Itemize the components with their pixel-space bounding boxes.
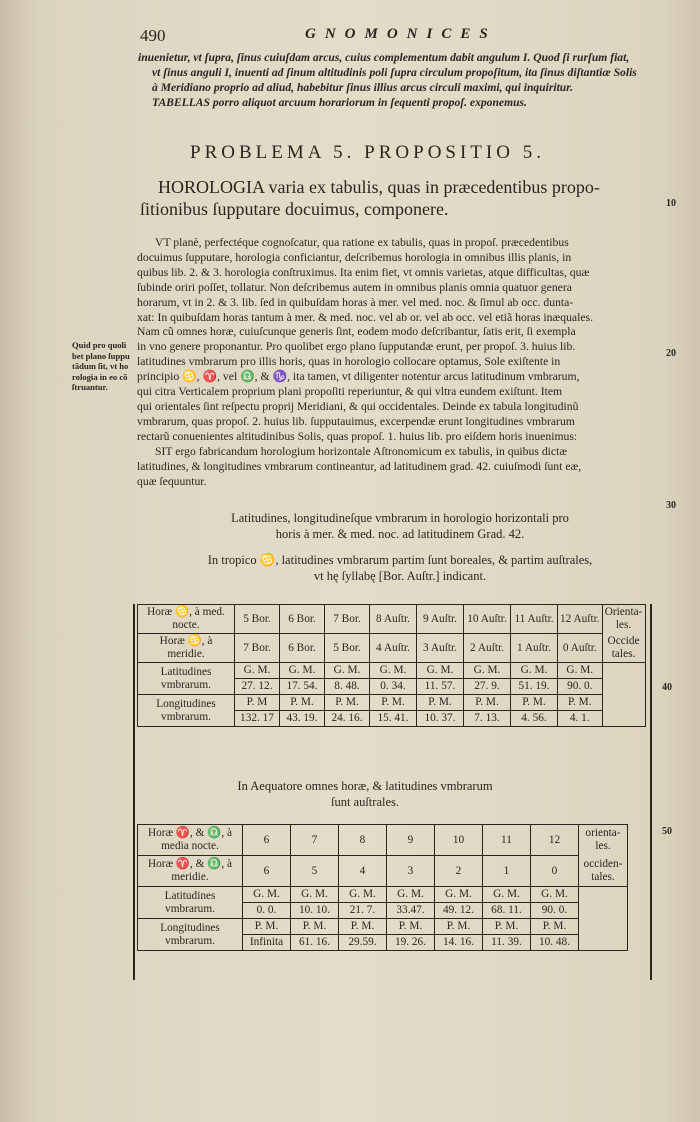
table-cell: 21. 7.	[339, 903, 387, 919]
table-cell: G. M.	[558, 663, 603, 679]
margin-line: ſtruantur.	[72, 382, 108, 392]
text-line: xat: In quibuſdam horas tantum à mer. & med. noc. vel ab or. vel ab occ. vel etiã horas inæquales.	[137, 310, 594, 324]
table-cell: 0 Auſtr.	[558, 634, 603, 663]
table-cell: P. M.	[387, 919, 435, 935]
table-cell: 0. 0.	[243, 903, 291, 919]
table-cell: 7 Bor.	[325, 605, 370, 634]
table-cell: 11. 39.	[483, 935, 531, 951]
table-cell: 29.59.	[339, 935, 387, 951]
text-line: rectarũ conuenientes altitudinibus Solis, quas propoſ. 1. huius lib. pro eiſdem horis inuenimus:	[137, 429, 578, 443]
table-cell: 4	[339, 856, 387, 887]
table-cell: P. M	[235, 695, 280, 711]
caption-line: vt hę ſyllabę [Bor. Auſtr.] indicant.	[313, 569, 487, 583]
caption-line: In tropico ♋, latitudines vmbrarum partim ſunt boreales, & partim auſtrales,	[207, 553, 593, 567]
table-cell: 19. 26.	[387, 935, 435, 951]
text-line: Nam cũ omnes horæ, cuiuſcunque generis ſint, eodem modo deſcribantur, ſatis erit, ſi exempla	[137, 325, 576, 339]
text-line: SIT ergo fabricandum horologium horizontale Aſtronomicum ex tabulis, in quibus dictæ	[155, 444, 568, 458]
table-cell: G. M.	[243, 887, 291, 903]
row-label-hours-noon: Horæ ♋, à meridie.	[138, 634, 235, 663]
row-label-hours-noon: Horæ ♈, & ♎, à meridie.	[138, 856, 243, 887]
table-cell: P. M.	[531, 919, 579, 935]
table-cell: G. M.	[339, 887, 387, 903]
table-row	[138, 605, 646, 634]
text-line: inuenietur, vt ſupra, ſinus cuiuſdam arcus, cuius complementum dabit angulum I. Quod ſi rurſum fiat,	[138, 51, 630, 64]
line-number: 30	[666, 500, 676, 511]
table-cell: 3	[387, 856, 435, 887]
table-cell: 11	[483, 825, 531, 856]
table-cell: 4 Auſtr.	[370, 634, 417, 663]
table-cell: 9 Auſtr.	[417, 605, 464, 634]
text-line: qui citra Verticalem proprium plani propoſiti reperiuntur, & qui vltra eundem exiſtunt. Item	[137, 385, 563, 399]
side-label-west: occiden-tales.	[579, 856, 628, 887]
line-number: 20	[666, 348, 676, 359]
table-cell: Infinita	[243, 935, 291, 951]
text-line: HOROLOGIA varia ex tabulis, quas in præcedentibus propo-	[158, 177, 600, 197]
table-cell: G. M.	[483, 887, 531, 903]
table-cell: G. M.	[370, 663, 417, 679]
text-line: vt ſinus anguli I, inuenti ad ſinum altitudinis poli ſupra circulum propoſitum, ita ſinus diſtantiæ Solis	[152, 66, 637, 79]
table-cell: 132. 17	[235, 711, 280, 727]
table-cell: 6	[243, 825, 291, 856]
table-cell: 43. 19.	[280, 711, 325, 727]
text-line: latitudines, & longitudines vmbrarum contineantur, ad latitudinem grad. 42. cuiuſmodi ſunt eæ,	[137, 459, 582, 473]
table-cell: 6 Bor.	[280, 605, 325, 634]
table-row	[138, 919, 628, 935]
table-cell: 27. 12.	[235, 679, 280, 695]
text-line: vmbrarum, quas propoſ. 2. huius lib. ſupputauimus, excerpendæ erunt longitudines vmbrarum	[137, 414, 575, 428]
text-line: horarum, vt in 2. & 3. lib. ſed in quibuſdam horas à mer. vel med. noc. & ſimul ab occ. dunta-	[137, 295, 574, 309]
table-cell: 1 Auſtr.	[511, 634, 558, 663]
table-cell: P. M.	[417, 695, 464, 711]
text-line: latitudines vmbrarum pro illis horis, quas in horologio collocare optamus, Sole exiſtente in	[137, 355, 561, 369]
table-cell: 33.47.	[387, 903, 435, 919]
intro-italic-paragraph	[138, 50, 638, 110]
margin-note	[72, 340, 136, 393]
table-row	[138, 663, 646, 679]
table-cell: P. M.	[280, 695, 325, 711]
text-line: principio ♋, ♈, vel ♎, & ♑, ita tamen, vt diligenter notentur arcus latitudinum vmbrarum,	[137, 370, 580, 384]
table-cell: P. M.	[339, 919, 387, 935]
text-line: docuimus ſupputare, horologia conficiantur, deſcribemus horologia in omnibus illis planis, in	[137, 250, 572, 264]
table-cell: 7	[291, 825, 339, 856]
table-cell: 49. 12.	[435, 903, 483, 919]
table-cell: 5 Bor.	[235, 605, 280, 634]
text-line: quæ ſequuntur.	[137, 474, 207, 488]
table-cell: 6 Bor.	[280, 634, 325, 663]
table-cell: G. M.	[325, 663, 370, 679]
table-cell: P. M.	[325, 695, 370, 711]
margin-line: tãdum ſit, vt ho	[72, 361, 129, 371]
table1-tropic	[137, 604, 646, 727]
table1-caption	[180, 510, 620, 542]
row-label-longitudes: Longitudines vmbrarum.	[138, 919, 243, 951]
table-cell: 8. 48.	[325, 679, 370, 695]
table-cell: 4. 56.	[511, 711, 558, 727]
side-label-east: Orienta-les.	[602, 605, 645, 634]
text-line: à Meridiano proprio ad aliud, habebitur ſinus illius arcus circuli maximi, qui inquiritur.	[152, 81, 574, 94]
table2-caption	[200, 778, 530, 810]
table-cell: 7 Bor.	[235, 634, 280, 663]
table-cell: P. M.	[464, 695, 511, 711]
row-label-hours-midnight: Horæ ♈, & ♎, à media nocte.	[138, 825, 243, 856]
page-header	[140, 26, 660, 48]
text-line: ſubinde oriri poſſet, tollatur. Non deſcribemus autem in omnibus planis omnia quatuor genera	[137, 280, 572, 294]
margin-line: rologia in eo cõ	[72, 371, 128, 382]
text-line: TABELLAS porro aliquot arcuum horariorum in ſequenti propoſ. exponemus.	[152, 96, 527, 109]
table-cell: 24. 16.	[325, 711, 370, 727]
table-cell: 5	[291, 856, 339, 887]
caption-line: In Aequatore omnes horæ, & latitudines vmbrarum	[237, 779, 493, 793]
table1-subcaption	[170, 552, 630, 584]
table-cell: G. M.	[291, 887, 339, 903]
table-cell: P. M.	[370, 695, 417, 711]
problem-heading: PROBLEMA 5. PROPOSITIO 5.	[190, 142, 545, 163]
table-cell: 14. 16.	[435, 935, 483, 951]
table-cell: 9	[387, 825, 435, 856]
theorem-statement	[140, 176, 640, 220]
caption-line: Latitudines, longitudineſque vmbrarum in horologio horizontali pro	[231, 511, 569, 525]
table-row	[138, 856, 628, 887]
table-cell: 5 Bor.	[325, 634, 370, 663]
table-cell: 1	[483, 856, 531, 887]
running-title: GNOMONICES	[305, 26, 497, 42]
table-cell: P. M.	[435, 919, 483, 935]
caption-line: ſunt auſtrales.	[330, 795, 400, 809]
page-number: 490	[140, 26, 166, 45]
table-cell: 0	[531, 856, 579, 887]
table-cell: G. M.	[531, 887, 579, 903]
row-label-latitudes: Latitudines vmbrarum.	[138, 663, 235, 695]
table-cell: 3 Auſtr.	[417, 634, 464, 663]
text-line: in vno genere proponantur. Pro quolibet ergo plano ſupputandæ erunt, per propoſ. 3. huius lib.	[137, 340, 576, 354]
row-label-latitudes: Latitudines vmbrarum.	[138, 887, 243, 919]
table-row	[138, 887, 628, 903]
table-row	[138, 634, 646, 663]
table-cell: G. M.	[387, 887, 435, 903]
table-cell: 15. 41.	[370, 711, 417, 727]
table-row	[138, 825, 628, 856]
margin-line: Quid pro quoli	[72, 340, 127, 350]
row-label-longitudes: Longitudines vmbrarum.	[138, 695, 235, 727]
line-number: 40	[662, 682, 672, 693]
table2-equator	[137, 824, 628, 951]
line-number: 10	[666, 198, 676, 209]
table-cell: G. M.	[435, 887, 483, 903]
table-cell: P. M.	[291, 919, 339, 935]
table-cell: G. M.	[417, 663, 464, 679]
row-label-hours-midnight: Horæ ♋, à med. nocte.	[138, 605, 235, 634]
table-cell: 4. 1.	[558, 711, 603, 727]
table-cell: 10	[435, 825, 483, 856]
table-cell: 12 Auſtr.	[558, 605, 603, 634]
table-cell: 11 Auſtr.	[511, 605, 558, 634]
table-cell: 10 Auſtr.	[464, 605, 511, 634]
table-row	[138, 695, 646, 711]
table-cell: G. M.	[511, 663, 558, 679]
table-cell: G. M.	[464, 663, 511, 679]
text-line: VT planè, perfectéque cognoſcatur, qua ratione ex tabulis, quas in propoſ. præcedentibus	[155, 236, 569, 249]
table-cell: 12	[531, 825, 579, 856]
table-cell: 2	[435, 856, 483, 887]
table-cell: 7. 13.	[464, 711, 511, 727]
table-cell: 0. 34.	[370, 679, 417, 695]
table-cell: P. M.	[243, 919, 291, 935]
table-cell: 10. 37.	[417, 711, 464, 727]
table-cell: 90. 0.	[558, 679, 603, 695]
table-cell: 10. 48.	[531, 935, 579, 951]
table-cell: G. M.	[235, 663, 280, 679]
table-cell: G. M.	[280, 663, 325, 679]
table-cell: 8	[339, 825, 387, 856]
table-cell: 8 Auſtr.	[370, 605, 417, 634]
empty-cell	[579, 887, 628, 951]
table-cell: 11. 57.	[417, 679, 464, 695]
table-cell: 2 Auſtr.	[464, 634, 511, 663]
side-label-east: orienta-les.	[579, 825, 628, 856]
empty-cell	[602, 663, 645, 727]
table-cell: 6	[243, 856, 291, 887]
side-label-west: Occide tales.	[602, 634, 645, 663]
table-cell: 90. 0.	[531, 903, 579, 919]
text-line: ſitionibus ſupputare docuimus, componere.	[140, 199, 449, 219]
table-cell: 51. 19.	[511, 679, 558, 695]
table-cell: 27. 9.	[464, 679, 511, 695]
text-line: quibus lib. 2. & 3. horologia conſtruximus. Ita enim fiet, vt omnis varietas, atque difficultas, quæ	[137, 265, 590, 279]
body-text	[137, 236, 657, 489]
caption-line: horis à mer. & med. noc. ad latitudinem Grad. 42.	[275, 527, 525, 541]
table-cell: 61. 16.	[291, 935, 339, 951]
table-cell: P. M.	[511, 695, 558, 711]
table-cell: 10. 10.	[291, 903, 339, 919]
table-cell: 68. 11.	[483, 903, 531, 919]
text-line: qui orientales ſint reſpectu proprij Meridiani, & qui occidentales. Deinde ex tabula longitudinũ	[137, 399, 579, 413]
table-cell: P. M.	[558, 695, 603, 711]
margin-line: bet plano ſuppu	[72, 350, 130, 361]
line-number: 50	[662, 826, 672, 837]
table-cell: 17. 54.	[280, 679, 325, 695]
table-cell: P. M.	[483, 919, 531, 935]
